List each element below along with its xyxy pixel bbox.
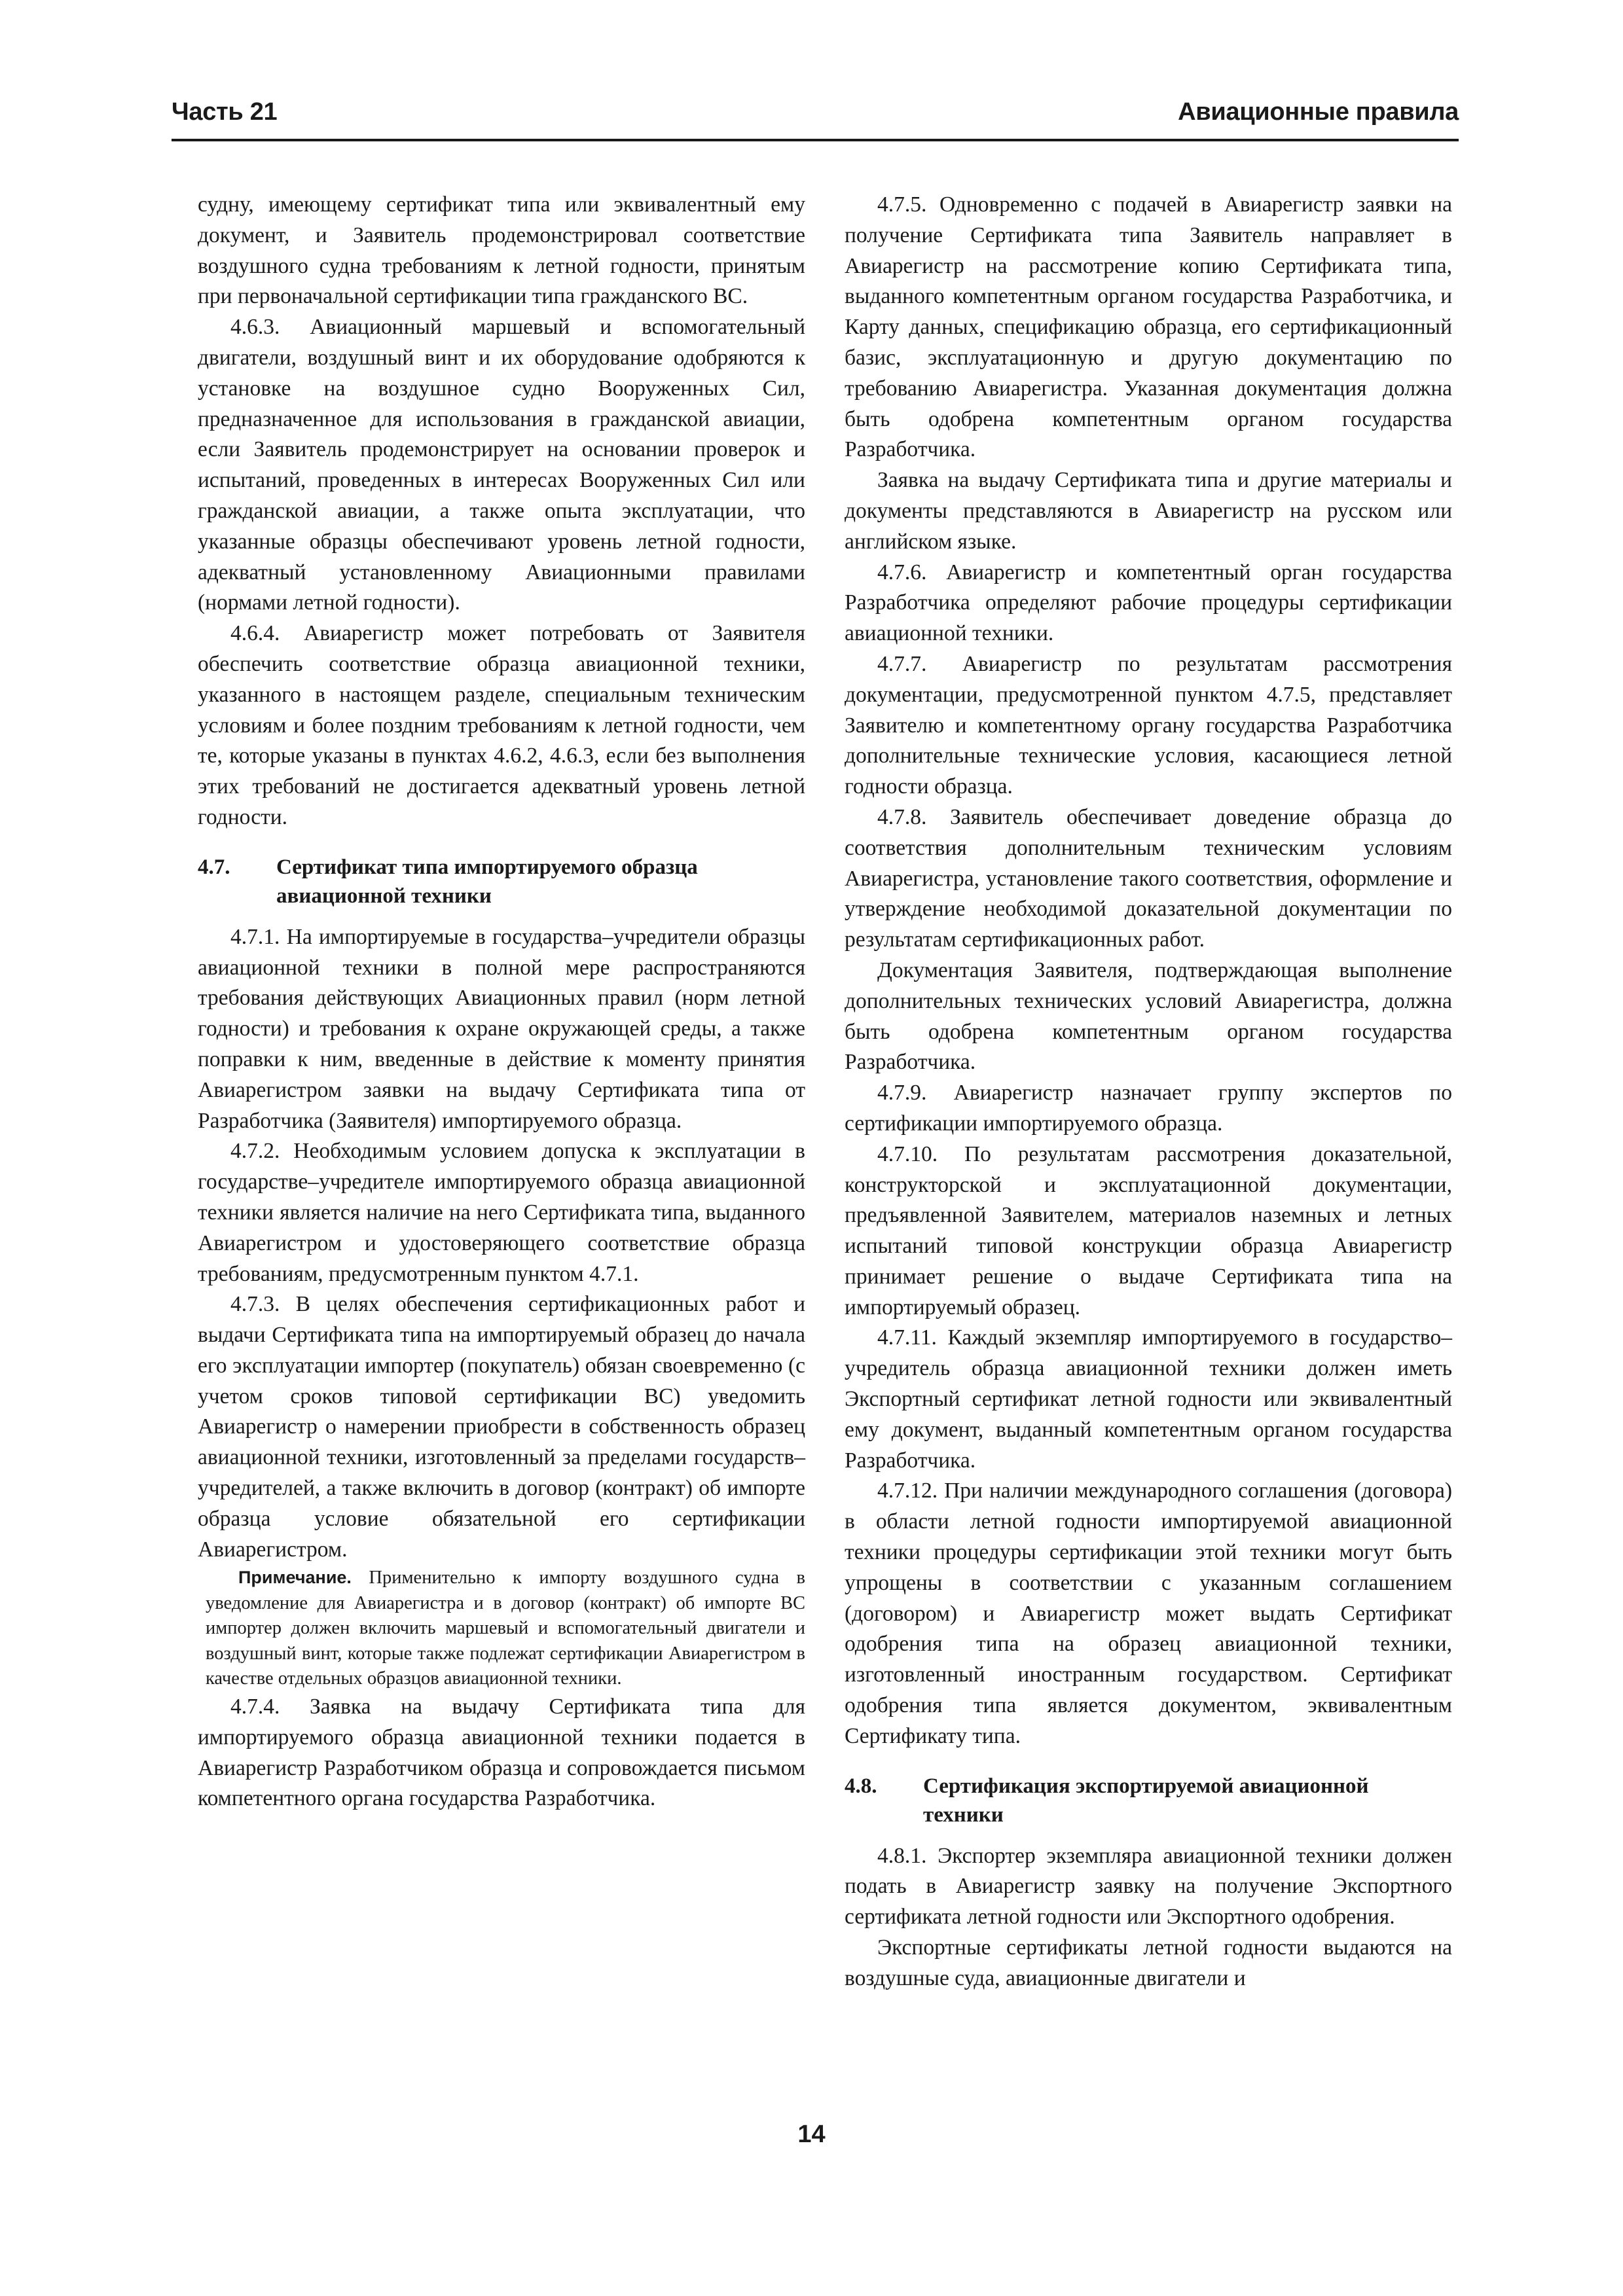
section-heading-4-8 <box>845 1772 1452 1829</box>
paragraph: 4.7.10. По результатам рассмотрения доказательной, конструкторской и эксплуатационной документации, предъявленной Заявителем, материалов наземных и летных испытаний типовой конструкции образца Авиарегистр принимает решение о выдаче Сертификата типа на импортируемый образец. <box>845 1141 1452 1319</box>
paragraph: 4.6.4. Авиарегистр может потребовать от Заявителя обеспечить соответствие образца авиационной техники, указанного в настоящем разделе, специальным техническим условиям и более поздним требованиям к летной годности, чем те, которые указаны в пунктах 4.6.2, 4.6.3, если без выполнения этих требований не достигается адекватный уровень летной годности. <box>198 621 805 829</box>
paragraph: 4.7.5. Одновременно с подачей в Авиарегистр заявки на получение Сертификата типа Заявитель направляет в Авиарегистр на рассмотрение копию Сертификата типа, выданного компетентным органом государства Разработчика, и Карту данных, спецификацию образца, его сертификационный базис, эксплуатационную и другую документацию по требованию Авиарегистра. Указанная документация должна быть одобрена компетентным органом государства Разработчика. <box>845 192 1452 462</box>
section-heading-4-7 <box>198 853 805 910</box>
page-number: 14 <box>797 2121 826 2148</box>
header-divider <box>172 139 1459 141</box>
paragraph: Документация Заявителя, подтверждающая выполнение дополнительных технических условий Авиарегистра, должна быть одобрена компетентным органом государства Разработчика. <box>845 958 1452 1075</box>
paragraph: 4.7.4. Заявка на выдачу Сертификата типа для импортируемого образца авиационной техники подается в Авиарегистр Разработчиком образца и сопровождается письмом компетентного органа государства Разработчика. <box>198 1694 805 1811</box>
paragraph: 4.7.12. При наличии международного соглашения (договора) в области летной годности импортируемой авиационной техники процедуры сертификации этой техники могут быть упрощены в соответствии с указанным соглашением (договором) и Авиарегистр может выдать Сертификат одобрения типа на образец авиационной техники, изготовленный иностранным государством. Сертификат одобрения типа является документом, эквивалентным Сертификату типа. <box>845 1479 1452 1748</box>
paragraph: 4.7.9. Авиарегистр назначает группу экспертов по сертификации импортируемого образца. <box>845 1081 1452 1136</box>
section-title: Сертификация экспортируемой авиационной техники <box>923 1774 1369 1827</box>
paragraph: 4.7.11. Каждый экземпляр импортируемого в государство–учредитель образца авиационной техники должен иметь Экспортный сертификат летной годности или эквивалентный ему документ, выданный компетентным органом государства Разработчика. <box>845 1325 1452 1473</box>
section-title: Сертификат типа импортируемого образца авиационной техники <box>276 855 698 908</box>
paragraph: 4.7.8. Заявитель обеспечивает доведение образца до соответствия дополнительным техническим условиям Авиарегистра, установление такого соответствия, оформление и утверждение необходимой доказательной документации по результатам сертификационных работ. <box>845 804 1452 952</box>
section-number: 4.7. <box>198 855 230 879</box>
paragraph: 4.7.2. Необходимым условием допуска к эксплуатации в государстве–учредителе импортируемого образца авиационной техники является наличие на него Сертификата типа, выданного Авиарегистром и удостоверяющего соответствие образца требованиям, предусмотренным пунктом 4.7.1. <box>198 1139 805 1286</box>
paragraph: 4.7.3. В целях обеспечения сертификационных работ и выдачи Сертификата типа на импортируемый образец до начала его эксплуатации импортер (покупатель) обязан своевременно (с учетом сроков типовой сертификации ВС) уведомить Авиарегистр о намерении приобрести в собственность образец авиационной техники, изготовленный за пределами государств–учредителей, а также включить в договор (контракт) об импорте образца условие обязательной его сертификации Авиарегистром. <box>198 1292 805 1562</box>
paragraph: 4.7.6. Авиарегистр и компетентный орган государства Разработчика определяют рабочие процедуры сертификации авиационной техники. <box>845 560 1452 646</box>
paragraph: судну, имеющему сертификат типа или эквивалентный ему документ, и Заявитель продемонстрировал соответствие воздушного судна требованиям к летной годности, принятым при первоначальной сертификации типа гражданского ВС. <box>198 192 805 309</box>
page-header <box>172 98 1459 140</box>
note <box>198 1565 805 1692</box>
paragraph: 4.8.1. Экспортер экземпляра авиационной техники должен подать в Авиарегистр заявку на получение Экспортного сертификата летной годности или Экспортного одобрения. <box>845 1843 1452 1929</box>
right-column <box>845 190 1452 1994</box>
section-number: 4.8. <box>845 1774 877 1798</box>
header-document-title: Авиационные правила <box>1178 98 1459 126</box>
paragraph: Заявка на выдачу Сертификата типа и другие материалы и документы представляются в Авиарегистр на русском или английском языке. <box>845 468 1452 554</box>
paragraph: 4.7.1. На импортируемые в государства–учредители образцы авиационной техники в полной мере распространяются требования действующих Авиационных правил (норм летной годности) и требования к охране окружающей среды, а также поправки к ним, введенные в действие к моменту принятия Авиарегистром заявки на выдачу Сертификата типа от Разработчика (Заявителя) импортируемого образца. <box>198 924 805 1133</box>
note-label: Примечание. <box>238 1568 352 1588</box>
header-part-label: Часть 21 <box>172 98 278 126</box>
paragraph: Экспортные сертификаты летной годности выдаются на воздушные суда, авиационные двигатели и <box>845 1935 1452 1990</box>
left-column <box>198 190 805 1814</box>
paragraph: 4.6.3. Авиационный маршевый и вспомогательный двигатели, воздушный винт и их оборудование одобряются к установке на воздушное судно Вооруженных Сил, предназначенное для использования в гражданской авиации, если Заявитель продемонстрирует на основании проверок и испытаний, проведенных в интересах Вооруженных Сил или гражданской авиации, а также опыта эксплуатации, что указанные образцы обеспечивают уровень летной годности, адекватный установленному Авиационными правилами (нормами летной годности). <box>198 315 805 615</box>
paragraph: 4.7.7. Авиарегистр по результатам рассмотрения документации, предусмотренной пунктом 4.7.5, представляет Заявителю и компетентному органу государства Разработчика дополнительные технические условия, касающиеся летной годности образца. <box>845 651 1452 799</box>
note-text: Применительно к импорту воздушного судна в уведомление для Авиарегистра и в договор (контракт) об импорте ВС импортер должен включить маршевый и вспомогательный двигатели и воздушный винт, которые также подлежат сертификации Авиарегистром в качестве отдельных образцов авиационной техники. <box>206 1568 805 1689</box>
